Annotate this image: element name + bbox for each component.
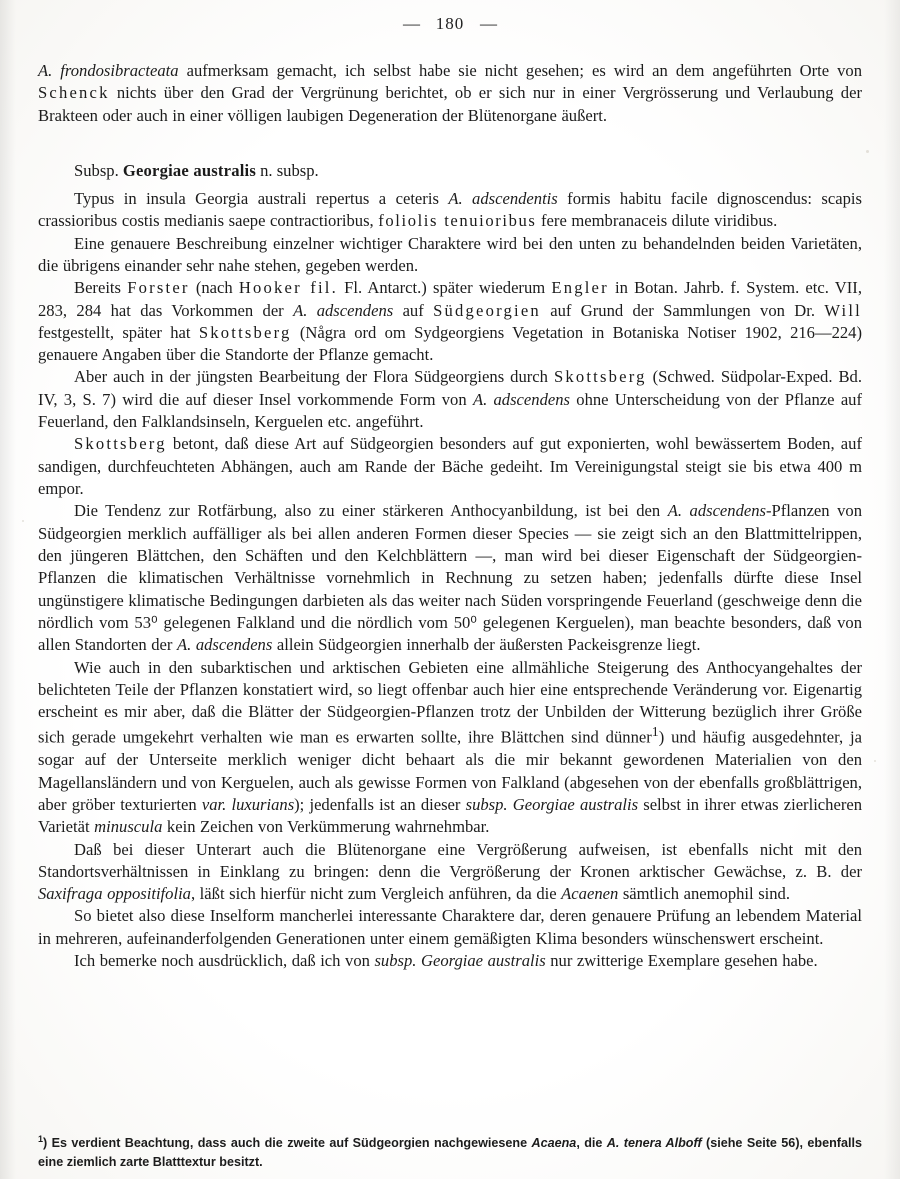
paragraph-8-text-c: ); jedenfalls ist an dieser <box>294 794 466 814</box>
species-name-italic: A. adscendens <box>293 300 394 320</box>
paragraph-4-text-b: (nach <box>189 278 239 298</box>
scan-speck <box>866 150 869 153</box>
author-name-hooker: Hooker fil. <box>238 278 338 298</box>
paragraph-6-text: betont, daß diese Art auf Südgeorgien besonders auf gut exponierten, wohl bewässertem Boden, auf sandigen, durchfeuchteten Abhängen, auch am Rande der Bäche gedeiht. Im Vereinigungstal steigt sie bis etwa 400 m empor. <box>38 434 862 498</box>
author-name-will: Will <box>824 300 862 320</box>
paragraph-2-text-c: fere membranaceis dilute viridibus. <box>536 211 778 231</box>
subsp-name-italic: subsp. Georgiae australis <box>465 794 639 814</box>
paragraph-4-text-f: auf Grund der Sammlungen von Dr. <box>540 300 825 320</box>
paragraph-8-text-b: ) und häufig ausgedehnter, ja sogar auf der Unterseite merklich weniger dicht behaart als die mir bekannt gewordenen Materialien von den Magellansländern und von Kerguelen, auch als gewisse Formen von Falkland (abgesehen von der ebenfalls großblättrigen, aber gröber texturierten <box>38 727 862 814</box>
paragraph-10: So bietet also diese Inselform mancherlei interessante Charaktere dar, deren genauere Prüfung an lebendem Material in mehreren, aufeinanderfolgenden Generationen unter einem gemäßigten Klima besonders wünschenswert erscheint. <box>38 906 862 948</box>
paragraph-4 <box>38 277 862 366</box>
author-name-schenck: Schenck <box>38 83 110 103</box>
genus-name-italic: Acaenen <box>561 884 619 904</box>
scan-speck <box>22 520 24 522</box>
footnote-section <box>38 1133 862 1171</box>
subsp-prefix: Subsp. <box>74 160 123 180</box>
paragraph-9-text-a: Daß bei dieser Unterart auch die Blütenorgane eine Vergrößerung aufweisen, ist ebenfalls nicht mit den Standortsverhältnissen in Einklang zu bringen: denn die Vergrößerung der Kronen arktischer Gewächse, z. B. der <box>38 839 862 881</box>
footnote-reference: 1 <box>651 724 659 740</box>
paragraph-4-text-a: Bereits <box>74 278 128 298</box>
paragraph-5-text-b: (Schwed. Südpolar-Exped. Bd. IV, 3, S. 7) wird die auf dieser Insel vorkommende Form von <box>38 367 862 409</box>
paragraph-8-text-e: kein Zeichen von Verkümmerung wahrnehmbar. <box>162 817 490 837</box>
paragraph-5-text-a: Aber auch in der jüngsten Bearbeitung der Flora Südgeorgiens durch <box>74 367 554 387</box>
paragraph-7 <box>38 500 862 656</box>
subsp-name-italic: subsp. Georgiae australis <box>374 951 546 971</box>
paragraph-7-text-c: allein Südgeorgien innerhalb der äußersten Packeisgrenze liegt. <box>272 635 701 655</box>
variety-name-italic: var. luxurians <box>201 794 295 814</box>
paragraph-1-text-b: nichts über den Grad der Vergrünung berichtet, ob er sich nur in einer Vergrösserung und Verlaubung der Brakteen oder auch in einer völligen laubigen Degeneration der Blütenorgane äußert. <box>38 83 862 125</box>
species-name-italic: A. adscendens <box>667 501 767 521</box>
author-name-skottsberg: Skottsberg <box>553 367 647 387</box>
paragraph-4-text-d: in Botan. Jahrb. f. System. etc. VII, 283, 284 hat das Vorkommen der <box>38 278 862 320</box>
species-name-italic: A. frondosibracteata <box>38 61 179 80</box>
paragraph-2-text-a: Typus in insula Georgia australi repertus a ceteris <box>74 188 449 208</box>
footnote-text-c: (siehe Seite 56), ebenfalls eine ziemlich zarte Blatttextur besitzt. <box>38 1136 862 1169</box>
paragraph-7-text-a: Die Tendenz zur Rotfärbung, also zu einer stärkeren Anthocyanbildung, ist bei den <box>74 501 668 521</box>
paragraph-4-text-h: (Några ord om Sydgeorgiens Vegetation in Botaniska Notiser 1902, 216—224) genauere Angaben über die Standorte der Pflanze gemacht. <box>38 322 862 365</box>
author-name-skottsberg: Skottsberg <box>198 322 292 342</box>
paragraph-4-text-e: auf <box>393 300 434 320</box>
species-name-italic: A. tenera Alboff <box>606 1136 702 1151</box>
paragraph-6 <box>38 433 862 500</box>
paragraph-9-text-b: , läßt sich hierfür nicht zum Vergleich anführen, da die <box>190 884 562 904</box>
paragraph-8-text-d: selbst in ihrer etwas zierlicheren Varietät <box>38 794 863 837</box>
paragraph-11-text-b: nur zwitterige Exemplare gesehen habe. <box>545 951 818 971</box>
place-name-suedgeorgien: Südgeorgien <box>433 300 541 320</box>
header-dash-left: — <box>403 14 420 33</box>
page-header <box>0 0 900 38</box>
page-edge-shadow-right <box>884 0 900 1179</box>
paragraph-11-text-a: Ich bemerke noch ausdrücklich, daß ich von <box>74 951 375 971</box>
scan-speck <box>874 760 876 762</box>
header-dash-right: — <box>480 14 497 33</box>
species-name-italic: A. adscendens <box>472 389 570 409</box>
footnote-marker: 1 <box>38 1134 44 1145</box>
genus-name-italic: Acaena <box>531 1136 577 1151</box>
paragraph-9 <box>38 839 862 906</box>
paragraph-5-text-c: ohne Unterscheidung von der Pflanze auf Feuerland, den Falklandsinseln, Kerguelen etc. angeführt. <box>38 389 863 432</box>
paragraph-7-text-b: -Pflanzen von Südgeorgien merklich auffälliger als bei allen anderen Formen dieser Species — sie zeigt sich an den Blattmittelrippen, den jüngeren Blättchen, den Schäften und den Kelchblättern —, man wird bei dieser Eigenschaft der Südgeorgien-Pflanzen die klimatischen Verhältnisse vornehmlich in Rechnung zu setzen haben; jedenfalls dürfte diese Insel ungünstigere klimatische Bedingungen darbieten als das weiter nach Süden vorspringende Feuerland (geschweige denn die nördlich vom 53⁰ gelegenen Falkland und die nördlich vom 50⁰ gelegenen Kerguelen), man beachte besonders, daß von allen Standorten der <box>38 501 862 655</box>
page-number: 180 <box>435 14 465 33</box>
paragraph-4-text-c: Fl. Antarct.) später wiederum <box>337 278 552 298</box>
footnote-text-b: , die <box>576 1136 607 1151</box>
author-name-engler: Engler <box>551 278 609 298</box>
paragraph-1-text-a: aufmerksam gemacht, ich selbst habe sie nicht gesehen; es wird an dem angeführten Orte von <box>178 61 863 80</box>
paragraph-8-text-a: Wie auch in den subarktischen und arktischen Gebieten eine allmähliche Steigerung des Anthocyangehaltes der belichteten Teile der Pflanzen konstatiert wird, so liegt offenbar auch hier eine entsprechende Veränderung vor. Eigenartig erscheint es mir aber, daß die Blätter der Südgeorgien-Pflanzen trotz der Unbilden der Witterung bezüglich ihrer Größe sich gerade umgekehrt verhalten wie man es erwarten sollte, ihre Blättchen sind dünner <box>38 657 862 747</box>
subspecies-heading <box>38 161 862 181</box>
subsp-name: Georgiae australis <box>122 160 256 180</box>
subsp-suffix: n. subsp. <box>255 160 319 180</box>
species-name-italic: Saxifraga oppositifolia <box>38 884 191 904</box>
author-name-forster: Forster <box>127 278 190 298</box>
footnote-text <box>38 1133 862 1171</box>
author-name-skottsberg: Skottsberg <box>74 434 167 454</box>
paragraph-5 <box>38 366 862 433</box>
species-name-italic: A. adscendens <box>176 635 273 655</box>
paragraph-2 <box>38 188 862 233</box>
emphasis-foliolis: foliolis tenuioribus <box>378 211 537 231</box>
page-body <box>38 38 862 972</box>
species-name-italic: A. adscendentis <box>448 188 558 208</box>
footnote-text-a: ) Es verdient Beachtung, dass auch die zweite auf Südgeorgien nachgewiesene <box>43 1136 532 1151</box>
paragraph-8 <box>38 657 862 839</box>
page-edge-shadow-left <box>0 0 16 1179</box>
paragraph-3: Eine genauere Beschreibung einzelner wichtiger Charaktere wird bei den unten zu behandelnden beiden Varietäten, die übrigens einander sehr nahe stehen, gegeben werden. <box>38 233 862 275</box>
paragraph-4-text-g: festgestellt, später hat <box>38 322 199 342</box>
paragraph-2-text-b: formis habitu facile dignoscendus: scapis crassioribus costis medianis saepe contractioribus, <box>38 188 862 231</box>
paragraph-9-text-c: sämtlich anemophil sind. <box>618 884 791 904</box>
paragraph-11 <box>38 950 862 972</box>
variety-name-italic: minuscula <box>94 817 163 837</box>
paragraph-1 <box>38 60 862 127</box>
